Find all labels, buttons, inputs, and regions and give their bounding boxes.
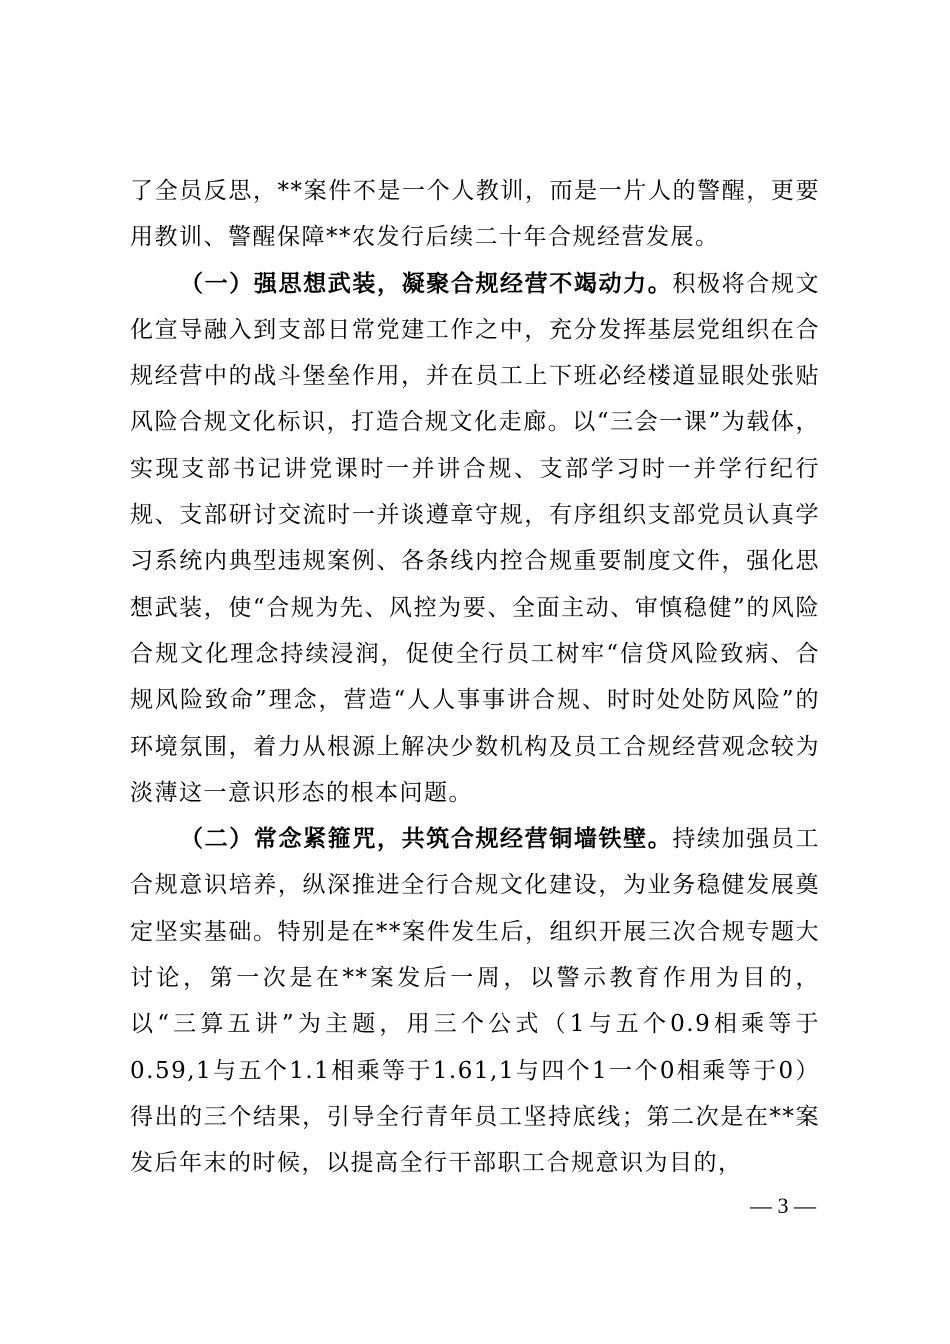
- paragraph-section-one: [130, 261, 820, 817]
- paragraph-continuation: [130, 168, 820, 261]
- section-two-text: 持续加强员工合规意识培养，纵深推进全行合规文化建设，为业务稳健发展奠定坚实基础。特别是在**案件发生后，组织开展三次合规专题大讨论，第一次是在**案发后一周，以警示教育作用为目的，以“三算五讲”为主题，用三个公式（1与五个0.9相乘等于0.59,1与五个1.1相乘等于1.61,1与四个1一个0相乘等于0）得出的三个结果，引导全行青年员工坚持底线；第二次是在**案发后年末的时候，以提高全行干部职工合规意识为目的，: [130, 826, 821, 1177]
- page-number: — 3 —: [750, 1193, 816, 1218]
- paragraph-text: 了全员反思，**案件不是一个人教训，而是一片人的警醒，更要用教训、警醒保障**农发行后续二十年合规经营发展。: [130, 178, 820, 251]
- section-one-heading: （一）强思想武装，凝聚合规经营不竭动力。: [180, 269, 673, 297]
- paragraph-section-two: [130, 816, 820, 1186]
- section-one-text: 积极将合规文化宣导融入到支部日常党建工作之中，充分发挥基层党组织在合规经营中的战斗堡垒作用，并在员工上下班必经楼道显眼处张贴风险合规文化标识，打造合规文化走廊。以“三会一课”为载体，实现支部书记讲党课时一并讲合规、支部学习时一并学行纪行规、支部研讨交流时一并谈遵章守规，有序组织支部党员认真学习系统内典型违规案例、各条线内控合规重要制度文件，强化思想武装，使“合规为先、风控为要、全面主动、审慎稳健”的风险合规文化理念持续浸润，促使全行员工树牢“信贷风险致病、合规风险致命”理念，营造“人人事事讲合规、时时处处防风险”的环境氛围，着力从根源上解决少数机构及员工合规经营观念较为淡薄这一意识形态的根本问题。: [130, 270, 821, 806]
- section-two-heading: （二）常念紧箍咒，共筑合规经营铜墙铁壁。: [180, 825, 673, 853]
- document-body: [130, 168, 820, 1187]
